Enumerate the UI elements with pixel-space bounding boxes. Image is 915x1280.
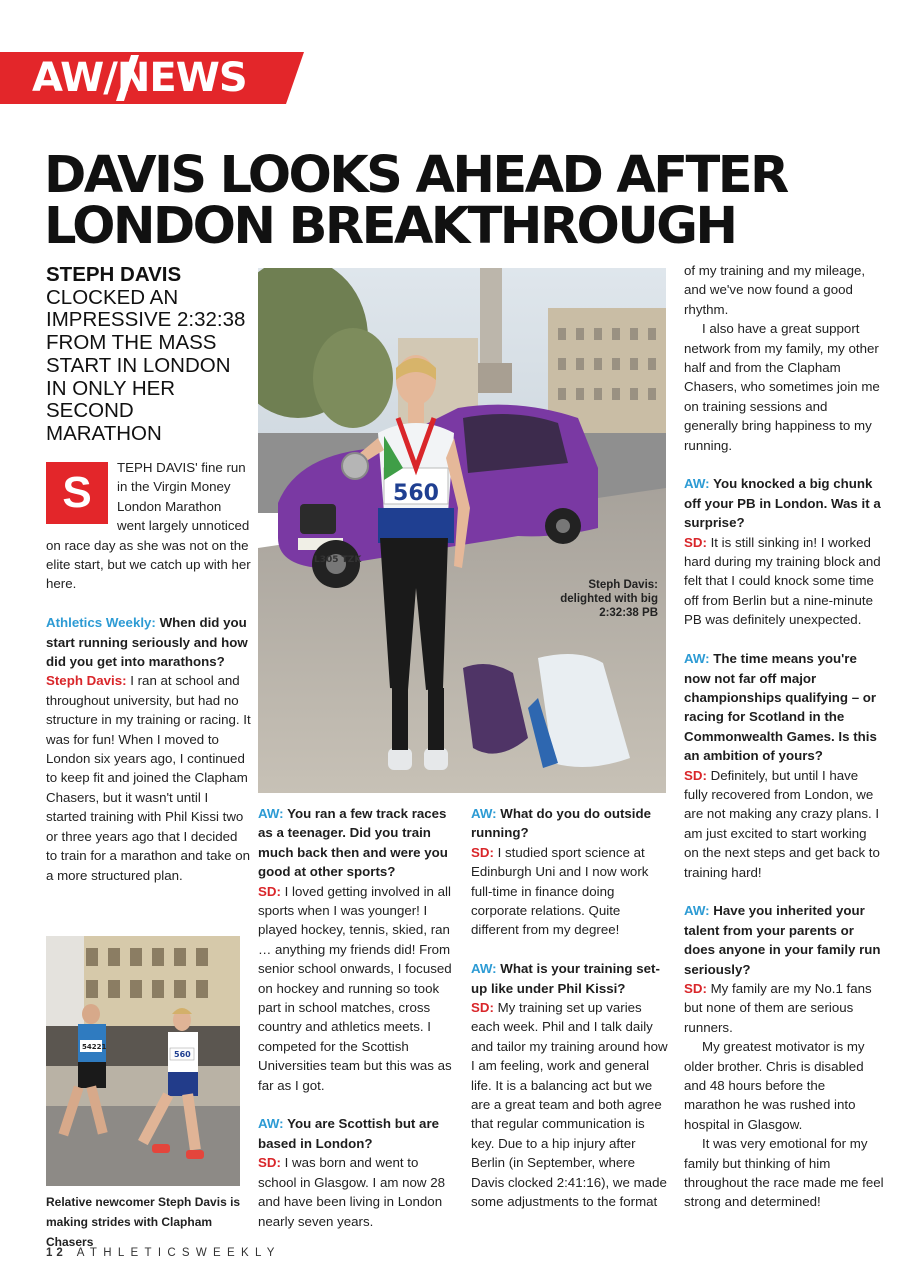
page-headline [44,146,904,256]
drop-cap: S [46,462,108,524]
standfirst-lead: STEPH DAVIS [46,263,182,286]
answer-7: SD: Definitely, but until I have fully recovered from London, we are not making any crazy plans. I am just excited to start working on the next steps and get back to training hard! [684,767,880,880]
headline-line-1: DAVIS LOOKS AHEAD AFTER [44,146,787,205]
question-5: AW: What is your training set-up like under Phil Kissi? [471,961,660,996]
interviewer-label: Athletics Weekly: [46,615,156,631]
standfirst [46,264,251,446]
question-6: AW: You knocked a big chunk off your PB in London. Was it a surprise? [684,476,881,531]
taxi-number-plate: L305 TZK [314,555,362,565]
question-1: Athletics Weekly: When did you start running seriously and how did you get into marathons? [46,615,248,670]
question-4: AW: What do you do outside running? [471,806,651,841]
main-photo-caption: Steph Davis: delighted with big 2:32:38 PB [560,579,658,619]
intro-text: TEPH DAVIS' fine run in the Virgin Money London Marathon went largely unnoticed on race day as she was not on the elite start, but we catch up with her here. [46,460,251,592]
column-1 [46,458,251,885]
support-paragraph: I also have a great support network from my family, my other half and from the Clapham Chasers, who sometimes join me on training sessions and generally bring happiness to my running. [684,321,880,453]
answer-5-continued: of my training and my mileage, and we've now found a good rhythm. [684,263,866,317]
question-2: AW: You ran a few track races as a teenager. Did you train much back then and were you good at other sports? [258,806,448,880]
answer-8: SD: My family are my No.1 fans but none of them are serious runners. [684,980,872,1035]
question-8: AW: Have you inherited your talent from your parents or does anyone in your family run seriously? [684,903,881,977]
section-label: AW/NEWS [32,55,247,101]
column-2 [258,804,458,1231]
question-3: AW: You are Scottish but are based in London? [258,1116,440,1151]
page-number: 12 [46,1247,67,1259]
race-photo-illustration [46,936,240,1186]
column-4 [684,261,884,1212]
motivator-paragraph: My greatest motivator is my older brother. Chris is disabled and 48 hours before the marathon he was rushed into hospital in Glasgow. [684,1039,865,1132]
intro-paragraph [46,458,251,594]
answer-3: SD: I was born and went to school in Glasgow. I am now 28 and have been living in London nearly seven years. [258,1155,445,1229]
column-3 [471,804,671,1212]
page-footer [46,1245,281,1261]
runner-bib-number: 560 [393,481,439,506]
main-photo-illustration [258,268,666,793]
runner-bib-b: 560 [174,1050,191,1059]
question-7: AW: The time means you're now not far off major championships qualifying – or racing for Scotland in the Commonwealth Games. Is this an ambition of yours? [684,651,877,764]
answer-1: Steph Davis: I ran at school and throughout university, but had no structure in my training or racing. It was for fun! When I moved to London six years ago, I continued to keep fit and joined the Clapham Chasers, but it wasn't until I started training with Phil Kissi two or three years ago that I decided to train for a marathon and take on a more structured plan. [46,673,251,883]
answer-2: SD: I loved getting involved in all sports when I was younger! I played hockey, tennis, skied, ran … anything my friends did! From senior school onwards, I focused on hockey and running so took part in school matches, cross country and athletics meets. I competed for the Scottish Universities team but this was as far as I got. [258,883,452,1093]
main-photo [258,268,666,793]
race-photo-caption: Relative newcomer Steph Davis is making strides with Clapham Chasers [46,1195,241,1249]
magazine-name: ATHLETICSWEEKLY [76,1247,281,1259]
standfirst-text: CLOCKED AN IMPRESSIVE 2:32:38 FROM THE MASS START IN LONDON IN ONLY HER SECOND MARATHON [46,285,246,445]
race-photo [46,936,240,1186]
answer-6: SD: It is still sinking in! I worked hard during my training block and felt that I could knock some time off from Berlin but a nine-minute PB was definitely unexpected. [684,534,881,628]
interviewee-label: Steph Davis: [46,673,127,689]
runner-bib-a: 54221 [82,1043,107,1051]
answer-5: SD: My training set up varies each week. Phil and I talk daily and tailor my training around how I am feeling, work and general life. It is a balancing act but we are a great team and both agree that regular communication is key. Due to a hip injury after Berlin (in September, where Davis clocked 2:41:16), we made some adjustments to the format [471,1000,668,1210]
closing-paragraph: It was very emotional for my family but thinking of him throughout the race made me feel strong and determined! [684,1136,884,1210]
answer-4: SD: I studied sport science at Edinburgh Uni and I now work full-time in finance doing corporate relations. Quite different from my degree! [471,844,649,938]
headline-line-2: LONDON BREAKTHROUGH [44,197,736,256]
